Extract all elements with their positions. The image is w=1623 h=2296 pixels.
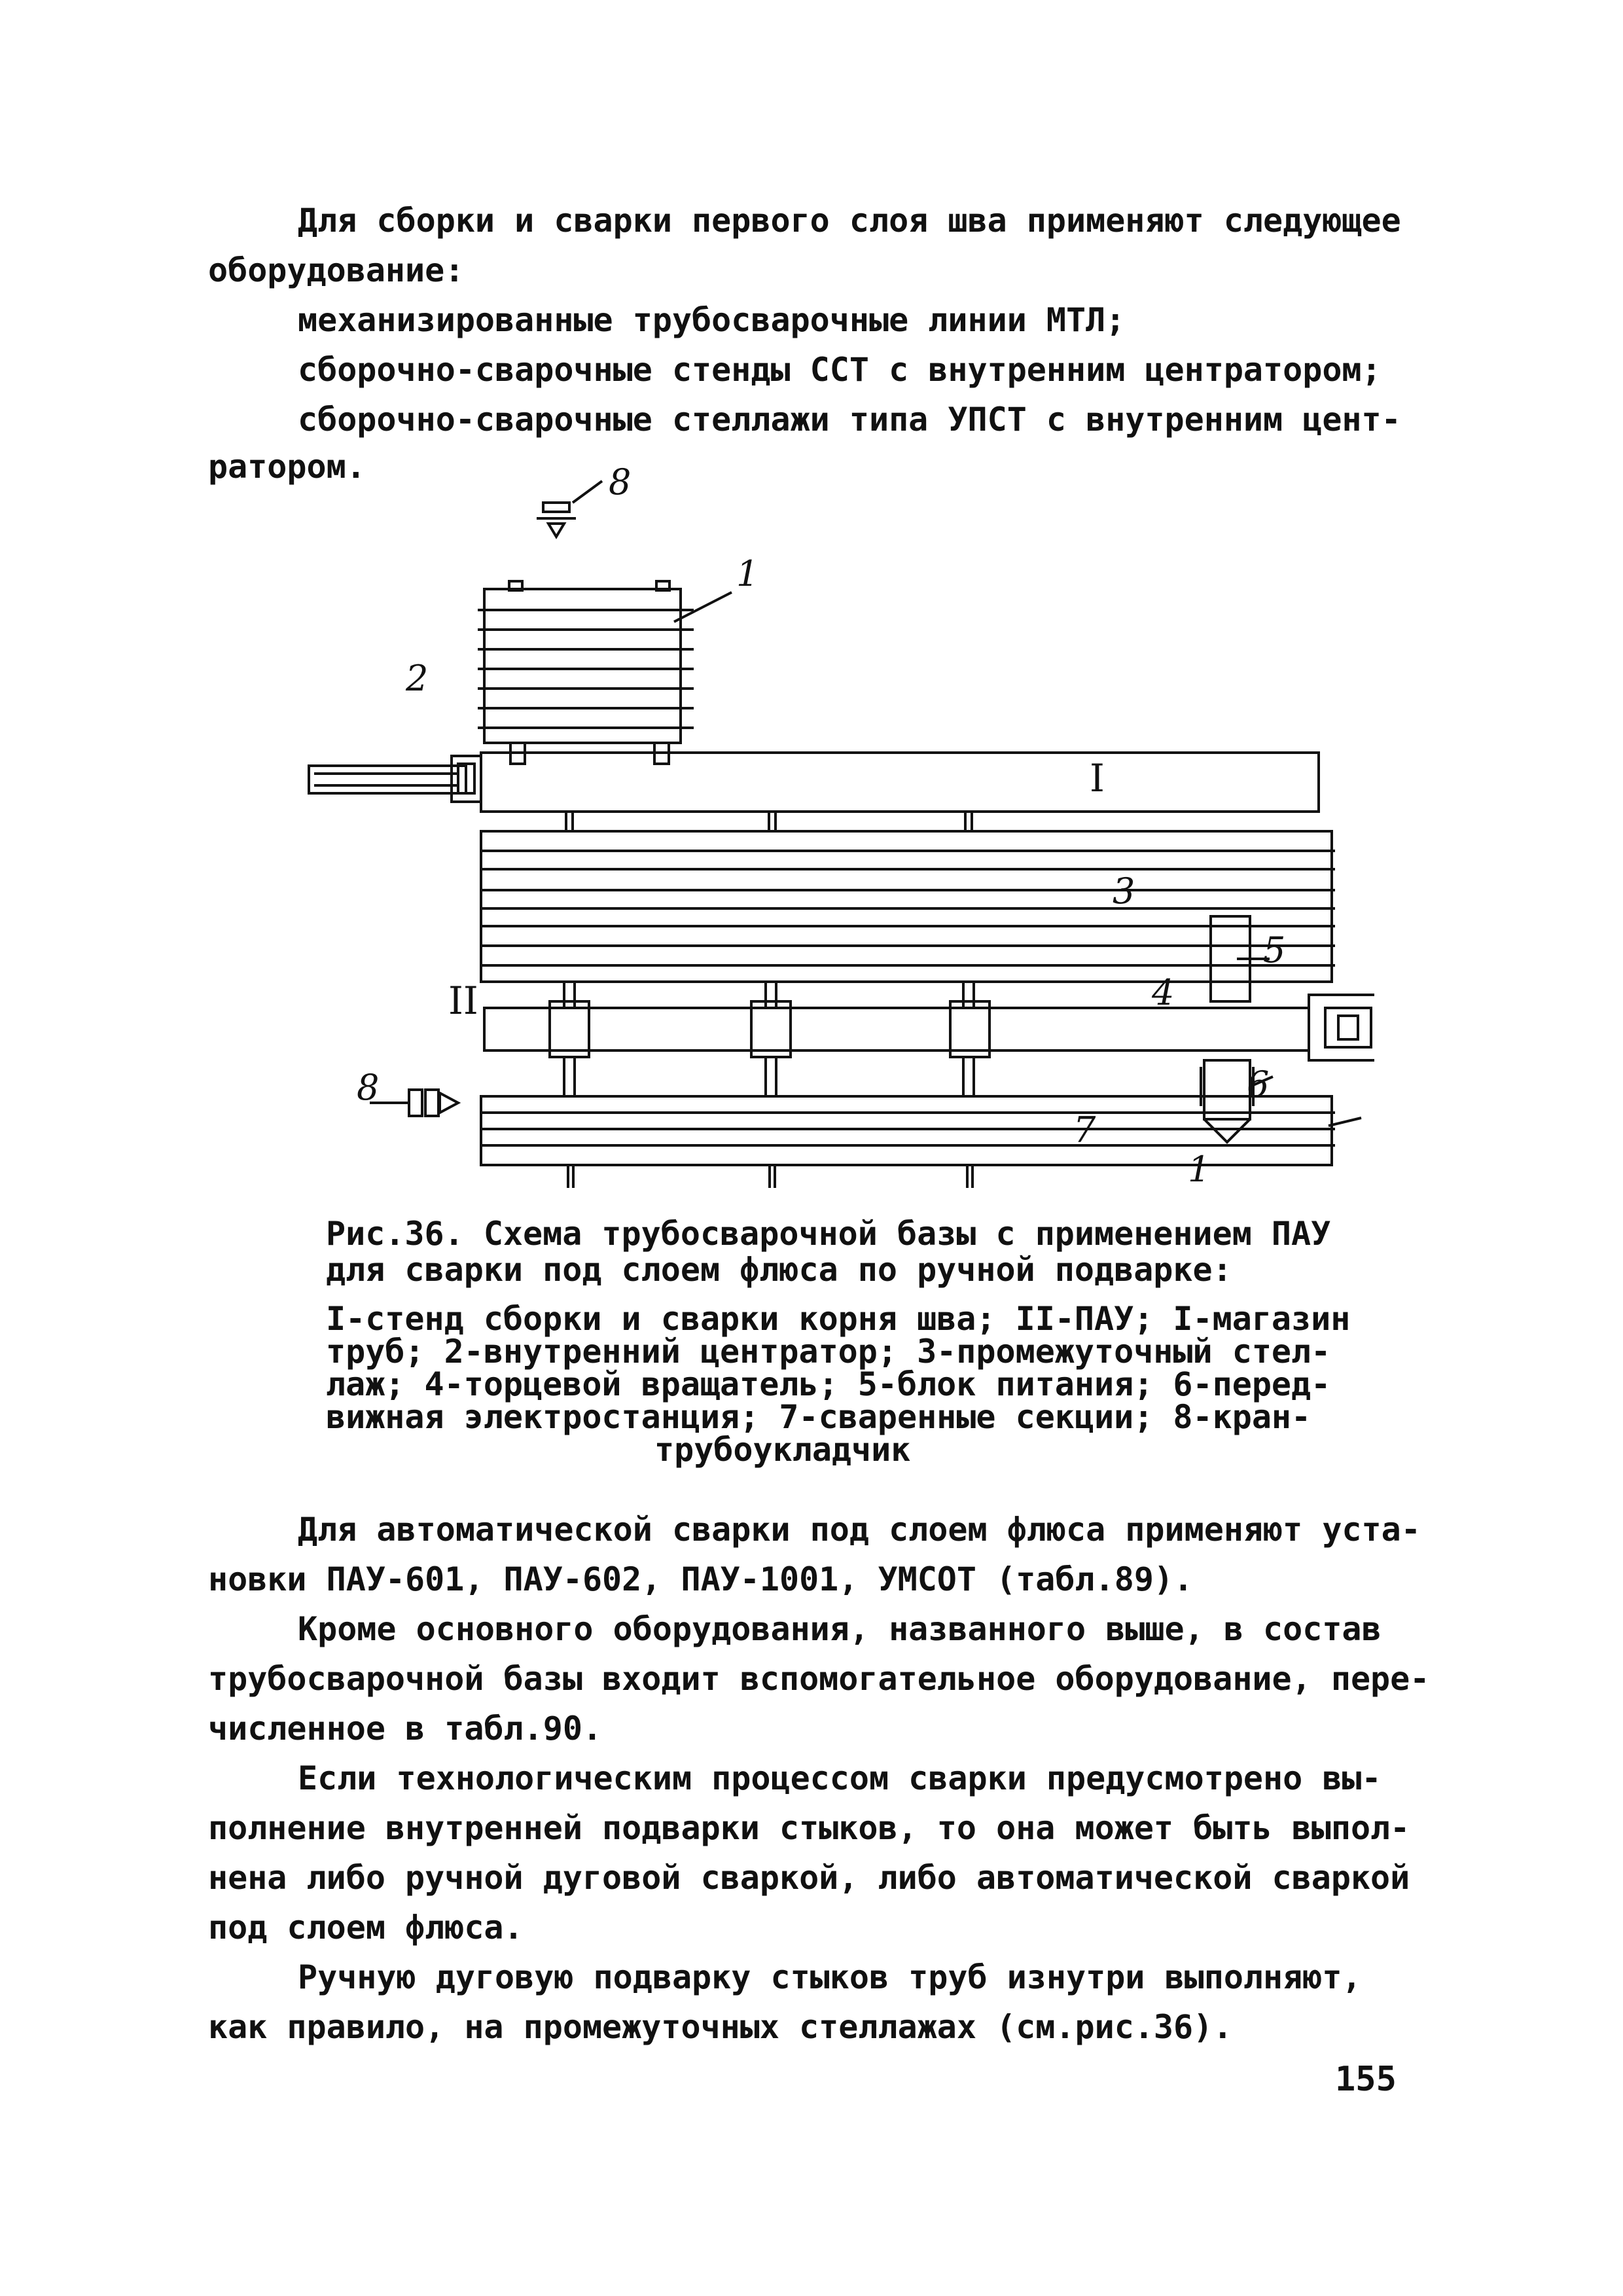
internal-centrator (309, 766, 466, 793)
page-number: 155 (1335, 2060, 1397, 2099)
intro-line: оборудование: (208, 251, 465, 289)
pau-line-II (484, 1008, 1309, 1050)
intro-list-item: ратором. (208, 448, 366, 486)
figure-caption-title: для сварки под слоем флюса по ручной подварке: (326, 1251, 1232, 1289)
pipe-magazine (484, 589, 681, 743)
body-line: численное в табл.90. (208, 1710, 603, 1748)
figure-label: 6 (1247, 1064, 1270, 1105)
figure-caption-legend: вижная электростанция; 7-сваренные секции; 8-кран- (326, 1398, 1311, 1436)
figure-caption-legend: труб; 2-внутренний центратор; 3-промежуточный стел- (326, 1333, 1331, 1371)
body-line: новки ПАУ-601, ПАУ-602, ПАУ-1001, УМСОТ (табл.89). (208, 1560, 1194, 1598)
body-line: полнение внутренней подварки стыков, то она может быть выпол- (208, 1809, 1410, 1847)
figure-label-pau: II (448, 978, 478, 1023)
figure-label: 1 (736, 553, 759, 594)
body-line: трубосварочной базы входит вспомогательное оборудование, пере- (208, 1660, 1430, 1698)
mobile-power-station (1204, 1060, 1250, 1119)
figure-caption-legend: лаж; 4-торцевой вращатель; 5-блок питания; 6-перед- (326, 1365, 1331, 1403)
figure-caption-legend: трубоукладчик (654, 1431, 911, 1469)
body-line: как правило, на промежуточных стеллажах (см.рис.36). (208, 2008, 1233, 2046)
figure-label: 2 (406, 658, 429, 699)
body-line: Кроме основного оборудования, названного выше, в состав (298, 1610, 1382, 1648)
intro-list-item: сборочно-сварочные стеллажи типа УПСТ с внутренним цент- (298, 401, 1401, 439)
body-line: Ручную дуговую подварку стыков труб изнутри выполняют, (298, 1958, 1362, 1996)
figure-label: 7 (1073, 1109, 1096, 1151)
intro-list-item: механизированные трубосварочные линии МТЛ; (298, 301, 1126, 339)
body-line: нена либо ручной дуговой сваркой, либо автоматической сваркой (208, 1859, 1410, 1897)
figure-label: 1 (1188, 1149, 1211, 1190)
crane-icon (537, 481, 602, 537)
figure-label: 4 (1152, 972, 1175, 1013)
figure-caption-legend: I-стенд сборки и сварки корня шва; II-ПАУ; I-магазин (326, 1300, 1351, 1338)
figure-label: 8 (609, 461, 632, 503)
figure-label-stand: I (1090, 756, 1105, 800)
body-line: Если технологическим процессом сварки предусмотрено вы- (298, 1759, 1382, 1797)
figure-label: 3 (1113, 870, 1135, 912)
figure-label: 8 (357, 1067, 380, 1108)
intro-line: Для сборки и сварки первого слоя шва применяют следующее (298, 202, 1401, 240)
figure-label: 5 (1263, 929, 1286, 971)
right-equipment (1191, 910, 1322, 1198)
intro-list-item: сборочно-сварочные стенды ССТ с внутренним центратором; (298, 351, 1382, 389)
crane-icon (370, 1090, 458, 1116)
assembly-stand-I (481, 753, 1319, 812)
body-line: под слоем флюса. (208, 1909, 524, 1946)
figure-caption-title: Рис.36. Схема трубосварочной базы с применением ПАУ (326, 1215, 1331, 1253)
body-line: Для автоматической сварки под слоем флюса применяют уста- (298, 1511, 1421, 1549)
